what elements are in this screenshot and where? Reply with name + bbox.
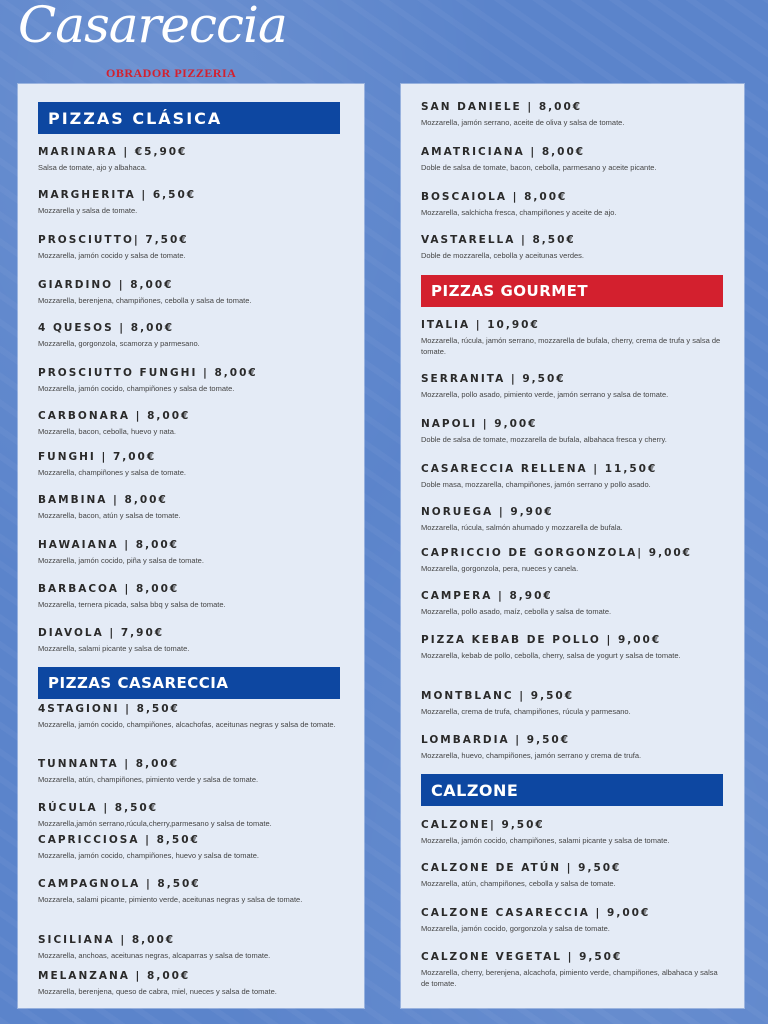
menu-item: [421, 191, 728, 218]
item-name: SERRANITA | 9,50€: [421, 373, 566, 385]
item-description: Salsa de tomate, ajo y albahaca.: [38, 163, 147, 172]
item-description: Doble de mozzarella, cebolla y aceitunas verdes.: [421, 251, 585, 260]
menu-item: [38, 627, 348, 654]
item-name: BARBACOA | 8,00€: [38, 583, 180, 595]
item-name: MARINARA | €5,90€: [38, 146, 188, 158]
brand-name: Casareccia: [18, 0, 287, 54]
item-description: Mozzarella, gorgonzola, scamorza y parmesano.: [38, 339, 200, 348]
menu-item: [38, 970, 348, 997]
item-name: DIAVOLA | 7,90€: [38, 627, 165, 639]
menu-item: [421, 101, 728, 128]
item-description: Mozzarella, anchoas, aceitunas negras, alcaparras y salsa de tomate.: [38, 951, 271, 960]
item-description: Mozzarella, gorgonzola, pera, nueces y canela.: [421, 564, 579, 573]
item-name: CALZONE| 9,50€: [421, 819, 545, 831]
item-description: Mozzarella, berenjena, champiñones, cebolla y salsa de tomate.: [38, 296, 252, 305]
item-name: NAPOLI | 9,00€: [421, 418, 538, 430]
item-name: 4STAGIONI | 8,50€: [38, 703, 180, 715]
item-name: CARBONARA | 8,00€: [38, 410, 191, 422]
item-name: AMATRICIANA | 8,00€: [421, 146, 586, 158]
item-description: Mozzarella, crema de trufa, champiñones, rúcula y parmesano.: [421, 707, 631, 716]
item-name: VASTARELLA | 8,50€: [421, 234, 576, 246]
menu-item: [421, 463, 728, 490]
item-name: TUNNANTA | 8,00€: [38, 758, 180, 770]
item-description: Mozzarella, salami picante y salsa de tomate.: [38, 644, 190, 653]
item-description: Doble de salsa de tomate, bacon, cebolla, parmesano y aceite picante.: [421, 163, 657, 172]
item-description: Mozzarella, huevo, champiñones, jamón serrano y crema de trufa.: [421, 751, 642, 760]
menu-item: [421, 819, 728, 846]
item-description: Mozzarella, rúcula, salmón ahumado y mozzarella de bufala.: [421, 523, 623, 532]
menu-item: [421, 418, 728, 445]
item-description: Mozzarella, cherry, berenjena, alcachofa, pimiento verde, champiñones, albahaca y salsa de tomate.: [421, 968, 718, 988]
menu-column-right: [401, 84, 744, 1008]
menu-item: [38, 451, 348, 478]
menu-item: [421, 146, 728, 173]
item-description: Doble de salsa de tomate, mozzarella de bufala, albahaca fresca y cherry.: [421, 435, 667, 444]
brand-subtitle: OBRADOR PIZZERIA: [106, 66, 237, 80]
item-name: ITALIA | 10,90€: [421, 319, 540, 331]
menu-item: [421, 234, 728, 261]
menu-item: [38, 834, 348, 861]
item-description: Mozzarella, atún, champiñones, pimiento verde y salsa de tomate.: [38, 775, 259, 784]
item-name: MELANZANA | 8,00€: [38, 970, 191, 982]
item-name: MONTBLANC | 9,50€: [421, 690, 574, 702]
item-description: Mozzarella, rúcula, jamón serrano, mozzarella de bufala, cherry, crema de trufa y salsa de tomate.: [421, 336, 721, 356]
item-description: Mozzarella,jamón serrano,rúcula,cherry,parmesano y salsa de tomate.: [38, 819, 272, 828]
item-name: HAWAIANA | 8,00€: [38, 539, 179, 551]
item-name: GIARDINO | 8,00€: [38, 279, 174, 291]
menu-item: [421, 506, 728, 533]
menu-item: [38, 146, 348, 173]
menu-item: [38, 539, 348, 566]
item-name: CASARECCIA RELLENA | 11,50€: [421, 463, 658, 475]
menu-item: [38, 234, 348, 261]
item-description: Mozzarella, jamón cocido, piña y salsa de tomate.: [38, 556, 204, 565]
item-name: PROSCIUTTO| 7,50€: [38, 234, 189, 246]
menu-item: [38, 322, 348, 349]
item-description: Mozzarella, salchicha fresca, champiñones y aceite de ajo.: [421, 208, 617, 217]
menu-item: [38, 703, 348, 730]
item-name: CAMPAGNOLA | 8,50€: [38, 878, 201, 890]
menu-column-left: [18, 84, 364, 1008]
section-header-pizzas-clasica: PIZZAS CLÁSICA: [38, 102, 340, 134]
menu-item: [421, 951, 728, 989]
menu-item: [38, 583, 348, 610]
item-name: RÚCULA | 8,50€: [38, 802, 159, 814]
item-description: Mozzarella, kebab de pollo, cebolla, cherry, salsa de yogurt y salsa de tomate.: [421, 651, 681, 660]
item-description: Mozzarella, jamón serrano, aceite de oliva y salsa de tomate.: [421, 118, 625, 127]
item-name: BAMBINA | 8,00€: [38, 494, 168, 506]
item-name: PROSCIUTTO FUNGHI | 8,00€: [38, 367, 258, 379]
menu-item: [421, 590, 728, 617]
menu-item: [38, 367, 348, 394]
section-header-pizzas-gourmet: PIZZAS GOURMET: [421, 275, 723, 307]
menu-item: [38, 758, 348, 785]
menu-item: [421, 319, 728, 357]
item-name: FUNGHI | 7,00€: [38, 451, 157, 463]
item-description: Mozzarella, pollo asado, maíz, cebolla y salsa de tomate.: [421, 607, 612, 616]
menu-item: [38, 279, 348, 306]
item-description: Mozzarella, pollo asado, pimiento verde, jamón serrano y salsa de tomate.: [421, 390, 669, 399]
item-name: NORUEGA | 9,90€: [421, 506, 554, 518]
menu-item: [421, 862, 728, 889]
item-name: CALZONE DE ATÚN | 9,50€: [421, 862, 622, 874]
menu-item: [38, 878, 348, 905]
item-description: Mozzarella, atún, champiñones, cebolla y salsa de tomate.: [421, 879, 616, 888]
item-description: Mozzarella, jamón cocido, gorgonzola y salsa de tomate.: [421, 924, 610, 933]
menu-item: [38, 189, 348, 216]
item-description: Mozzarella, jamón cocido, champiñones, salami picante y salsa de tomate.: [421, 836, 670, 845]
item-description: Mozzarella, jamón cocido, champiñones, huevo y salsa de tomate.: [38, 851, 259, 860]
item-description: Mozzarella, jamón cocido, champiñones, alcachofas, aceitunas negras y salsa de tomate.: [38, 720, 336, 729]
menu-item: [38, 934, 348, 961]
item-name: CALZONE CASARECCIA | 9,00€: [421, 907, 651, 919]
section-header-pizzas-casareccia: PIZZAS CASARECCIA: [38, 667, 340, 699]
item-name: SICILIANA | 8,00€: [38, 934, 176, 946]
item-name: MARGHERITA | 6,50€: [38, 189, 197, 201]
item-description: Mozzarella, ternera picada, salsa bbq y salsa de tomate.: [38, 600, 226, 609]
menu-item: [38, 410, 348, 437]
item-name: BOSCAIOLA | 8,00€: [421, 191, 568, 203]
item-name: CAPRICCIOSA | 8,50€: [38, 834, 200, 846]
item-name: CAPRICCIO DE GORGONZOLA| 9,00€: [421, 547, 692, 559]
item-name: CAMPERA | 8,90€: [421, 590, 553, 602]
item-description: Mozzarela, salami picante, pimiento verde, aceitunas negras y salsa de tomate.: [38, 895, 303, 904]
item-name: PIZZA KEBAB DE POLLO | 9,00€: [421, 634, 662, 646]
item-name: CALZONE VEGETAL | 9,50€: [421, 951, 623, 963]
menu-item: [421, 634, 728, 661]
menu-item: [421, 690, 728, 717]
item-description: Mozzarella, jamón cocido y salsa de tomate.: [38, 251, 186, 260]
menu-item: [421, 907, 728, 934]
item-description: Mozzarella, jamón cocido, champiñones y salsa de tomate.: [38, 384, 235, 393]
menu-item: [421, 547, 728, 574]
item-name: SAN DANIELE | 8,00€: [421, 101, 583, 113]
item-description: Mozzarella y salsa de tomate.: [38, 206, 138, 215]
menu-item: [421, 373, 728, 400]
menu-item: [421, 734, 728, 761]
item-description: Mozzarella, bacon, cebolla, huevo y nata.: [38, 427, 176, 436]
menu-item: [38, 494, 348, 521]
item-description: Doble masa, mozzarella, champiñones, jamón serrano y pollo asado.: [421, 480, 651, 489]
item-description: Mozzarella, champiñones y salsa de tomate.: [38, 468, 186, 477]
item-description: Mozzarella, berenjena, queso de cabra, miel, nueces y salsa de tomate.: [38, 987, 277, 996]
item-name: 4 QUESOS | 8,00€: [38, 322, 174, 334]
brand-logo: [18, 0, 287, 82]
menu-item: [38, 802, 348, 829]
item-name: LOMBARDIA | 9,50€: [421, 734, 571, 746]
section-header-calzone: CALZONE: [421, 774, 723, 806]
item-description: Mozzarella, bacon, atún y salsa de tomate.: [38, 511, 181, 520]
